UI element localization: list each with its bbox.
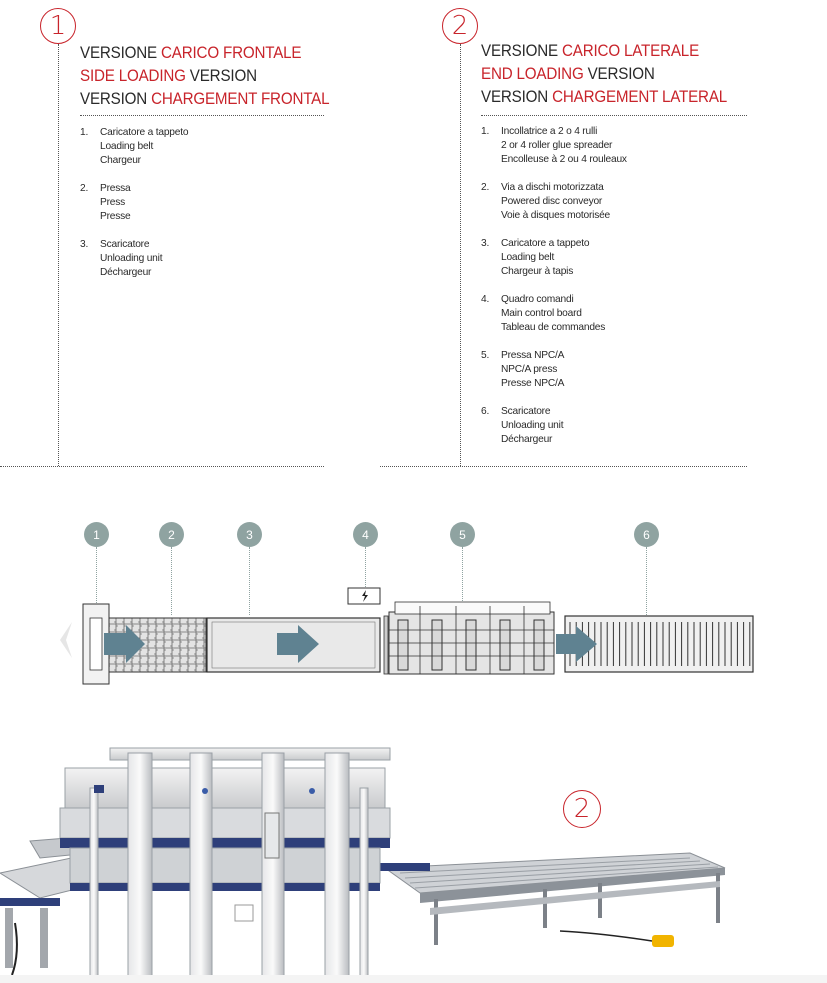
list-item-line: Pressa	[100, 183, 131, 194]
title-highlight: CHARGEMENT LATERAL	[552, 88, 728, 106]
section1-divider-bottom	[0, 466, 324, 467]
title-line	[80, 42, 329, 65]
list-item-line: Quadro comandi	[501, 294, 574, 305]
list-item-line: Scaricatore	[100, 239, 150, 250]
list-item-number: 1.	[80, 127, 89, 138]
list-item-number: 1.	[481, 126, 490, 137]
title-highlight: SIDE LOADING	[80, 67, 186, 85]
list-item-line: Caricatore a tappeto	[100, 127, 189, 138]
left-chevron-icon	[60, 622, 72, 658]
title-text: VERSION	[80, 90, 152, 108]
title-text: VERSION	[185, 67, 257, 85]
diagram-layout-drawing	[0, 580, 827, 700]
list-item-line: Tableau de commandes	[501, 322, 606, 333]
title-line	[481, 86, 727, 109]
list-item-line: Voie à disques motorisée	[501, 210, 611, 221]
list-item-line: Via a dischi motorizzata	[501, 182, 604, 193]
list-item-number: 2.	[80, 183, 89, 194]
list-item-line: Scaricatore	[501, 406, 551, 417]
section1-title	[80, 42, 329, 111]
list-item-line: Main control board	[501, 308, 582, 319]
list-item-line: NPC/A press	[501, 364, 558, 375]
list-item-line: Déchargeur	[501, 434, 553, 445]
list-item-line: Pressa NPC/A	[501, 350, 565, 361]
list-item-number: 4.	[481, 294, 490, 305]
section2-divider-vertical	[460, 44, 461, 466]
list-item-line: Chargeur à tapis	[501, 266, 574, 277]
section2-number-badge: 2	[442, 8, 478, 44]
title-text: VERSION	[583, 65, 655, 83]
list-item-line: Unloading unit	[501, 420, 564, 431]
title-line	[80, 65, 329, 88]
photo-version-badge: 2	[563, 790, 601, 828]
section2-list	[481, 125, 627, 461]
diagram-marker-3: 3	[237, 522, 262, 547]
list-item	[80, 182, 188, 224]
list-item-number: 6.	[481, 406, 490, 417]
diagram-marker-1: 1	[84, 522, 109, 547]
section2-title-underline	[481, 115, 747, 116]
section1-list	[80, 126, 188, 294]
title-highlight: CARICO FRONTALE	[161, 44, 302, 62]
list-item-number: 5.	[481, 350, 490, 361]
diagram-marker-4: 4	[353, 522, 378, 547]
list-item-line: 2 or 4 roller glue spreader	[501, 140, 613, 151]
list-item-number: 3.	[80, 239, 89, 250]
list-item-line: Presse	[100, 211, 131, 222]
list-item	[481, 125, 627, 167]
list-item	[481, 405, 627, 447]
list-item-line: Incollatrice a 2 o 4 rulli	[501, 126, 598, 137]
list-item-line: Press	[100, 197, 126, 208]
list-item	[80, 126, 188, 168]
title-highlight: CHARGEMENT FRONTAL	[151, 90, 330, 108]
list-item-line: Unloading unit	[100, 253, 163, 264]
list-item	[481, 237, 627, 279]
title-line	[80, 88, 329, 111]
list-item-number: 2.	[481, 182, 490, 193]
diagram-marker-2: 2	[159, 522, 184, 547]
title-text: VERSIONE	[80, 44, 162, 62]
list-item-number: 3.	[481, 238, 490, 249]
title-text: VERSION	[481, 88, 553, 106]
list-item	[80, 238, 188, 280]
section1-divider-vertical	[58, 44, 59, 466]
machine-photo	[0, 713, 827, 983]
title-line	[481, 63, 727, 86]
section2-divider-bottom	[380, 466, 747, 467]
list-item-line: Encolleuse à 2 ou 4 rouleaux	[501, 154, 627, 165]
title-highlight: CARICO LATERALE	[562, 42, 700, 60]
title-line	[481, 40, 727, 63]
section2-title	[481, 40, 727, 109]
list-item-line: Loading belt	[100, 141, 154, 152]
list-item-line: Presse NPC/A	[501, 378, 565, 389]
list-item	[481, 349, 627, 391]
diagram-marker-5: 5	[450, 522, 475, 547]
list-item-line: Powered disc conveyor	[501, 196, 603, 207]
list-item-line: Loading belt	[501, 252, 555, 263]
section1-number-badge: 1	[40, 8, 76, 44]
section1-title-underline	[80, 115, 324, 116]
title-highlight: END LOADING	[481, 65, 584, 83]
list-item-line: Caricatore a tappeto	[501, 238, 590, 249]
diagram-marker-6: 6	[634, 522, 659, 547]
list-item	[481, 181, 627, 223]
list-item-line: Chargeur	[100, 155, 141, 166]
list-item-line: Déchargeur	[100, 267, 152, 278]
title-text: VERSIONE	[481, 42, 563, 60]
list-item	[481, 293, 627, 335]
